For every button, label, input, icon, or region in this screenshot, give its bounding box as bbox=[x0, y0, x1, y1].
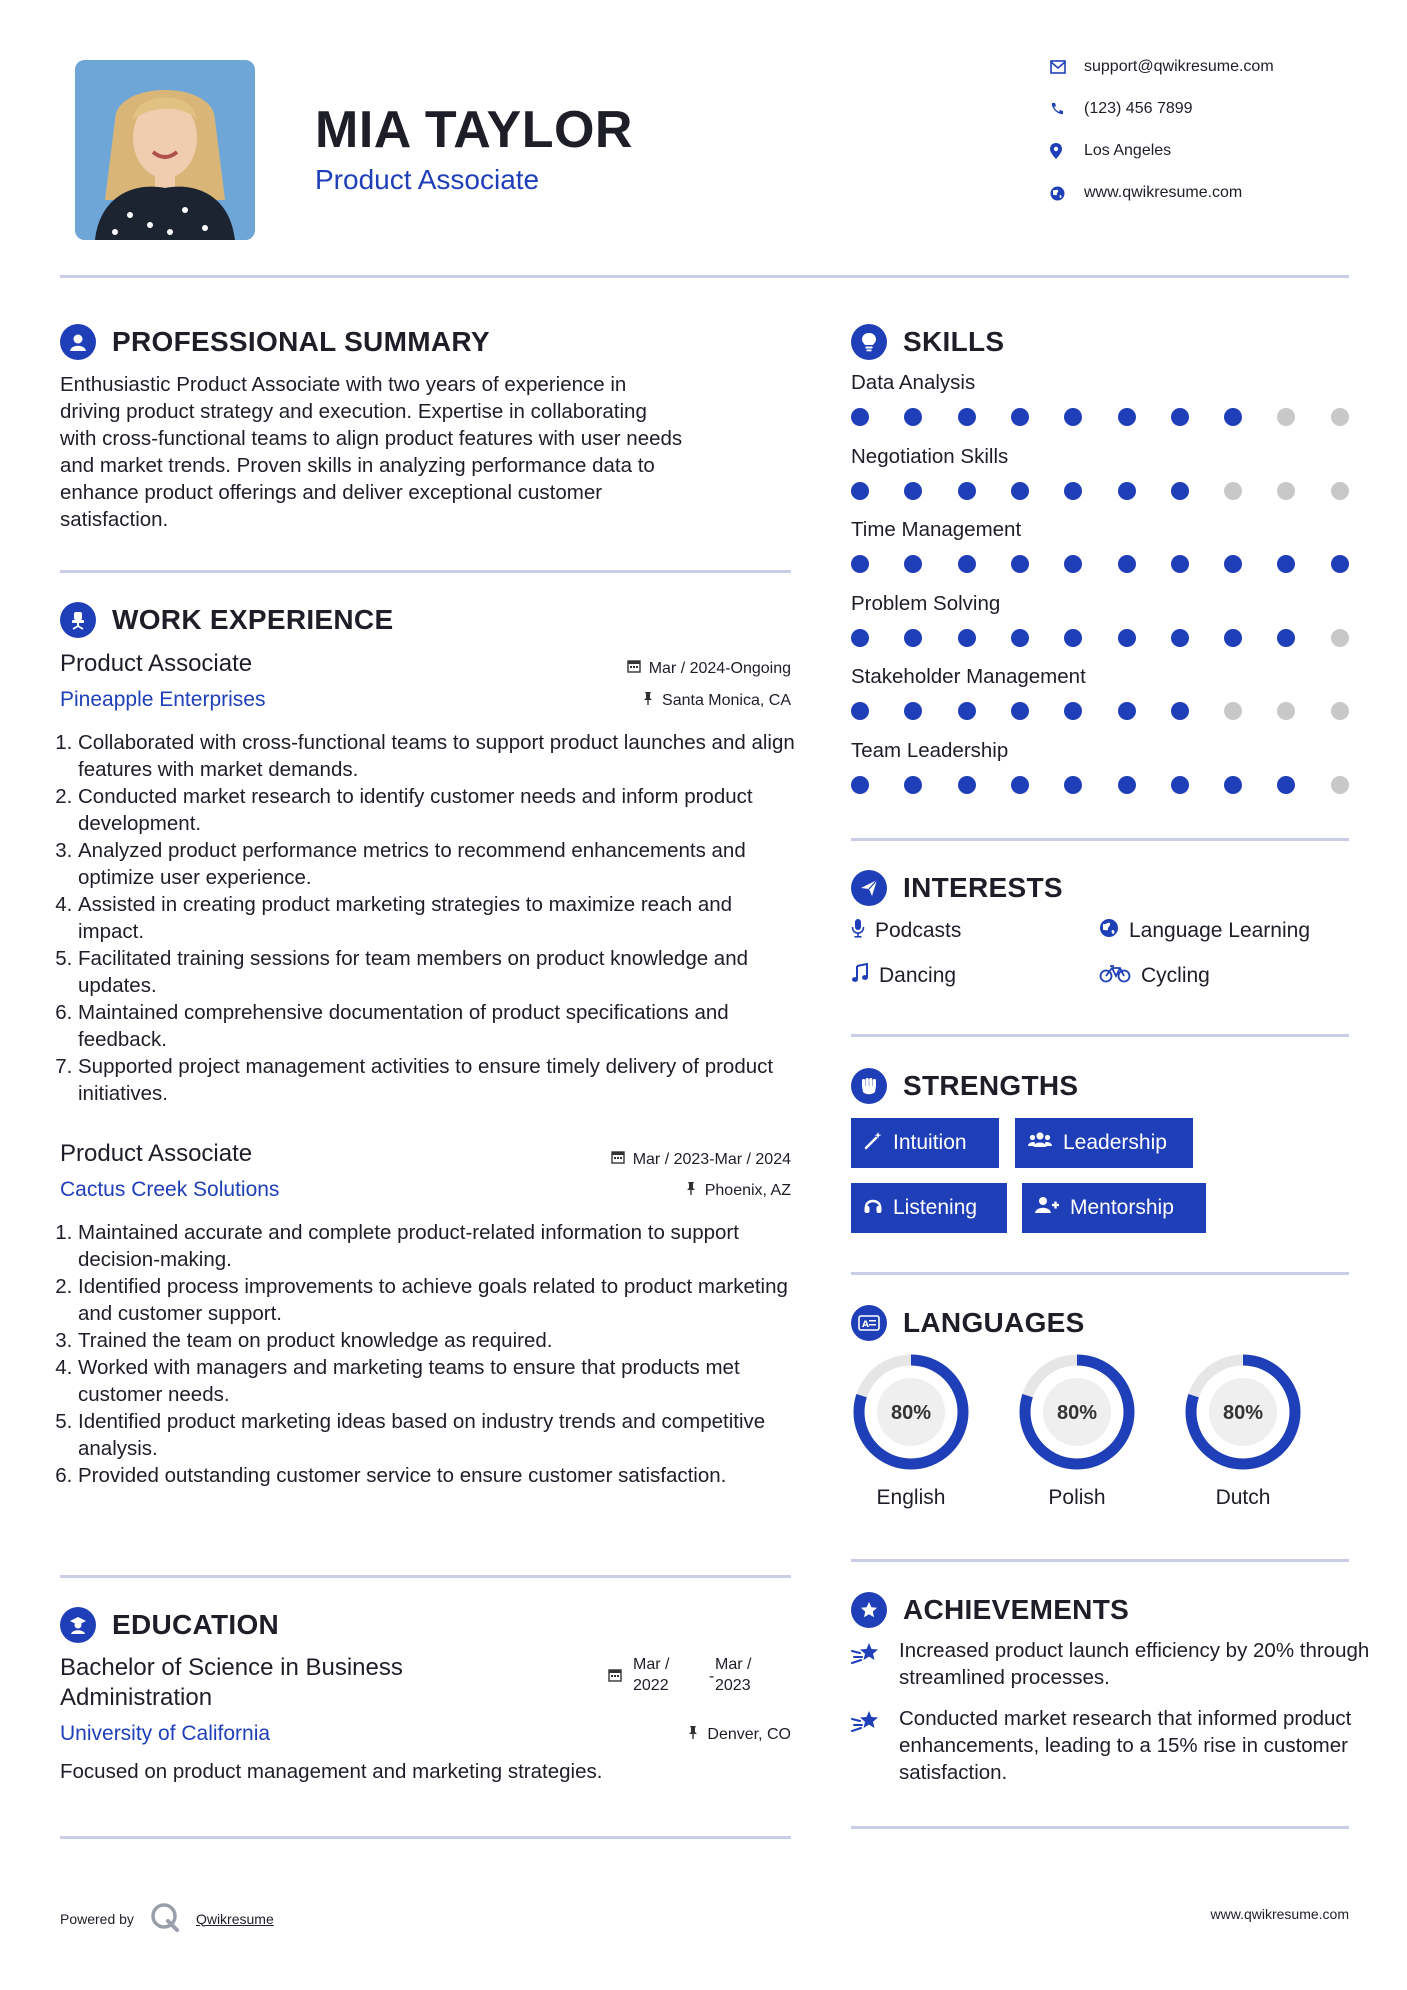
skill-dot-filled bbox=[958, 482, 976, 500]
skill-rating bbox=[851, 702, 1351, 722]
school-name: University of California bbox=[60, 1722, 271, 1745]
strengths-heading bbox=[851, 1068, 1078, 1104]
education-start bbox=[633, 1654, 669, 1696]
duty-item: 2. Identified process improvements to achieve goals related to product marketing and customer support. bbox=[78, 1273, 800, 1327]
skill-rating bbox=[851, 776, 1351, 796]
skill-dot-filled bbox=[904, 776, 922, 794]
skill-dot-filled bbox=[851, 482, 869, 500]
skill-dot-filled bbox=[1118, 702, 1136, 720]
start-year: 2022 bbox=[633, 1677, 669, 1694]
office-chair-icon bbox=[60, 602, 96, 638]
skill-name: Negotiation Skills bbox=[851, 444, 1009, 468]
music-note-icon bbox=[851, 963, 869, 989]
interest-label: Language Learning bbox=[1129, 919, 1311, 942]
skill-dot-empty bbox=[1277, 482, 1295, 500]
skill-dot-filled bbox=[851, 408, 869, 426]
skill-dot-filled bbox=[1171, 482, 1189, 500]
contact-website-text: www.qwikresume.com bbox=[1084, 184, 1243, 201]
shooting-star-icon bbox=[851, 1637, 883, 1691]
gauge-label: 80% bbox=[1056, 1402, 1098, 1424]
skill-dot-filled bbox=[1064, 702, 1082, 720]
duty-item: 5. Identified product marketing ideas based on industry trends and competitive analysis. bbox=[78, 1408, 800, 1462]
duty-item: 2. Conducted market research to identify customer needs and inform product development. bbox=[78, 783, 800, 837]
skill-dot-filled bbox=[958, 629, 976, 647]
skill-dot-filled bbox=[1171, 408, 1189, 426]
skill-name: Team Leadership bbox=[851, 738, 1009, 762]
footer-website[interactable]: www.qwikresume.com bbox=[1210, 1906, 1349, 1922]
skill-dot-filled bbox=[958, 702, 976, 720]
skill-dot-filled bbox=[851, 629, 869, 647]
interest-label: Cycling bbox=[1141, 964, 1210, 987]
job-title: Product Associate bbox=[60, 650, 253, 677]
interests-divider bbox=[851, 1034, 1349, 1037]
interest-label: Dancing bbox=[879, 964, 957, 987]
degree-line: Bachelor of Science in Business bbox=[60, 1654, 403, 1681]
skill-dot-filled bbox=[1011, 408, 1029, 426]
summary-heading bbox=[60, 324, 490, 360]
skill-dot-filled bbox=[851, 702, 869, 720]
skills-divider bbox=[851, 838, 1349, 841]
contact-location-text: Los Angeles bbox=[1084, 142, 1172, 159]
experience-heading bbox=[60, 602, 393, 638]
education-dates bbox=[608, 1656, 798, 1702]
user-plus-icon bbox=[1034, 1195, 1060, 1221]
contact-email[interactable] bbox=[1050, 58, 1274, 76]
skill-dot-filled bbox=[1171, 555, 1189, 573]
interests-title: INTERESTS bbox=[903, 872, 1063, 903]
svg-text:A: A bbox=[862, 1320, 869, 1330]
company-name: Pineapple Enterprises bbox=[60, 688, 266, 711]
skill-dot-filled bbox=[1118, 408, 1136, 426]
brand-link[interactable]: Qwikresume bbox=[195, 1910, 274, 1927]
achievement-item bbox=[851, 1705, 1371, 1786]
degree-title bbox=[60, 1653, 403, 1713]
contact-email-text: support@qwikresume.com bbox=[1084, 58, 1274, 75]
skill-dot-filled bbox=[1064, 555, 1082, 573]
calendar-icon bbox=[611, 1150, 625, 1169]
language-icon bbox=[851, 1305, 887, 1341]
skill-dot-filled bbox=[1331, 555, 1349, 573]
skill-dot-filled bbox=[1171, 776, 1189, 794]
pushpin-icon bbox=[685, 1181, 697, 1200]
duty-item: 4. Assisted in creating product marketing strategies to maximize reach and impact. bbox=[78, 891, 800, 945]
job-title: Product Associate bbox=[60, 1140, 253, 1167]
skills-heading bbox=[851, 324, 1004, 360]
end-month: Mar / bbox=[715, 1656, 752, 1673]
date-dash: - bbox=[709, 1668, 715, 1685]
star-badge-icon bbox=[851, 1592, 887, 1628]
duty-item: 6. Provided outstanding customer service to ensure customer satisfaction. bbox=[78, 1462, 800, 1489]
strengths-divider bbox=[851, 1272, 1349, 1275]
education-title: EDUCATION bbox=[112, 1609, 280, 1640]
summary-line: enhance product offerings and deliver exceptional customer bbox=[60, 481, 603, 504]
strength-label: Mentorship bbox=[1070, 1196, 1174, 1219]
microphone-icon bbox=[851, 918, 865, 944]
skill-dot-filled bbox=[904, 482, 922, 500]
skill-dot-filled bbox=[1011, 776, 1029, 794]
skill-dot-filled bbox=[1064, 482, 1082, 500]
phone-icon bbox=[1050, 102, 1084, 116]
gauge-label: 80% bbox=[890, 1402, 932, 1424]
skill-dot-filled bbox=[1224, 408, 1242, 426]
skill-rating bbox=[851, 482, 1351, 502]
skill-dot-filled bbox=[1011, 555, 1029, 573]
end-year: 2023 bbox=[715, 1677, 751, 1694]
strength-tag bbox=[1022, 1183, 1206, 1233]
skill-rating bbox=[851, 555, 1351, 575]
shooting-star-icon bbox=[851, 1705, 883, 1786]
achievements-title: ACHIEVEMENTS bbox=[903, 1594, 1130, 1625]
skill-dot-filled bbox=[1064, 629, 1082, 647]
skill-dot-filled bbox=[1224, 629, 1242, 647]
contact-phone[interactable] bbox=[1050, 100, 1193, 118]
achievement-item bbox=[851, 1637, 1371, 1691]
skill-dot-filled bbox=[1064, 408, 1082, 426]
company-name: Cactus Creek Solutions bbox=[60, 1178, 280, 1201]
contact-phone-text: (123) 456 7899 bbox=[1084, 100, 1193, 117]
skill-dot-filled bbox=[1277, 629, 1295, 647]
skill-dot-filled bbox=[851, 776, 869, 794]
duty-item: 1. Collaborated with cross-functional teams to support product launches and align features with market demands. bbox=[78, 729, 800, 783]
duty-item: 5. Facilitated training sessions for team members on product knowledge and updates. bbox=[78, 945, 800, 999]
skill-dot-empty bbox=[1277, 408, 1295, 426]
header-divider bbox=[60, 275, 1349, 278]
language-name: Polish bbox=[1048, 1486, 1106, 1509]
skill-dot-empty bbox=[1331, 629, 1349, 647]
skill-dot-filled bbox=[958, 408, 976, 426]
map-pin-icon bbox=[1050, 143, 1084, 159]
candidate-name: MIA TAYLOR bbox=[315, 101, 633, 159]
strength-tag bbox=[851, 1118, 999, 1168]
calendar-icon bbox=[627, 659, 641, 678]
strength-tag bbox=[1015, 1118, 1193, 1168]
globe-icon bbox=[1099, 918, 1119, 944]
graduate-icon bbox=[60, 1607, 96, 1643]
language-gauge bbox=[849, 1350, 973, 1479]
education-end bbox=[715, 1654, 751, 1696]
strengths-title: STRENGTHS bbox=[903, 1070, 1079, 1101]
language-gauge bbox=[1015, 1350, 1139, 1479]
skill-name: Time Management bbox=[851, 518, 1022, 541]
job-location bbox=[685, 1181, 791, 1200]
education-heading bbox=[60, 1607, 279, 1643]
contact-website[interactable] bbox=[1050, 184, 1242, 202]
languages-divider bbox=[851, 1559, 1349, 1562]
language-name: Dutch bbox=[1215, 1486, 1271, 1509]
achievements-heading bbox=[851, 1592, 1129, 1628]
profile-photo bbox=[75, 60, 255, 240]
summary-line: with cross-functional teams to align product features with user needs bbox=[60, 427, 683, 450]
interest-item bbox=[851, 918, 961, 944]
skill-dot-filled bbox=[1277, 555, 1295, 573]
skill-dot-filled bbox=[1277, 776, 1295, 794]
degree-line: Administration bbox=[60, 1684, 213, 1711]
skill-dot-filled bbox=[1224, 555, 1242, 573]
start-month: Mar / bbox=[633, 1656, 670, 1673]
skill-dot-empty bbox=[1277, 702, 1295, 720]
job-dates bbox=[627, 659, 791, 678]
pushpin-icon bbox=[687, 1725, 699, 1744]
lightbulb-icon bbox=[851, 324, 887, 360]
summary-line: satisfaction. bbox=[60, 508, 169, 531]
skill-dot-filled bbox=[1171, 629, 1189, 647]
skill-dot-empty bbox=[1331, 408, 1349, 426]
summary-title: PROFESSIONAL SUMMARY bbox=[112, 326, 490, 357]
skill-dot-filled bbox=[1118, 776, 1136, 794]
skill-dot-filled bbox=[904, 555, 922, 573]
contact-location bbox=[1050, 142, 1171, 160]
summary-divider bbox=[60, 570, 791, 573]
skill-dot-empty bbox=[1331, 702, 1349, 720]
calendar-icon bbox=[608, 1668, 622, 1687]
strength-label: Intuition bbox=[893, 1131, 967, 1154]
skill-dot-filled bbox=[1118, 482, 1136, 500]
powered-by-text: Powered by bbox=[60, 1910, 134, 1927]
skill-dot-filled bbox=[1171, 702, 1189, 720]
skill-dot-filled bbox=[1224, 776, 1242, 794]
skill-dot-filled bbox=[1118, 629, 1136, 647]
summary-text bbox=[60, 371, 820, 533]
candidate-role: Product Associate bbox=[315, 164, 540, 195]
envelope-icon bbox=[1050, 60, 1084, 74]
education-location-text: Denver, CO bbox=[707, 1725, 791, 1743]
achievements-divider bbox=[851, 1826, 1349, 1829]
skill-dot-filled bbox=[904, 702, 922, 720]
skill-dot-filled bbox=[904, 629, 922, 647]
job-dates-text: Mar / 2024-Ongoing bbox=[648, 659, 791, 677]
paper-plane-icon bbox=[851, 870, 887, 906]
duties-list bbox=[60, 729, 800, 1107]
experience-divider bbox=[60, 1575, 791, 1578]
languages-title: LANGUAGES bbox=[903, 1307, 1085, 1338]
headphones-icon bbox=[863, 1195, 883, 1221]
interests-heading bbox=[851, 870, 1063, 906]
bicycle-icon bbox=[1099, 963, 1131, 989]
education-location bbox=[687, 1725, 791, 1744]
interest-item bbox=[851, 963, 956, 989]
interest-item bbox=[1099, 963, 1210, 989]
education-divider bbox=[60, 1836, 791, 1839]
achievement-text: Increased product launch efficiency by 20% through streamlined processes. bbox=[899, 1639, 1370, 1689]
duties-list bbox=[60, 1219, 800, 1489]
skill-dot-filled bbox=[958, 776, 976, 794]
skill-rating bbox=[851, 408, 1351, 428]
strength-label: Leadership bbox=[1063, 1131, 1167, 1154]
job-location bbox=[642, 691, 791, 710]
interest-item bbox=[1099, 918, 1310, 944]
user-icon bbox=[60, 324, 96, 360]
skill-name: Stakeholder Management bbox=[851, 665, 1086, 688]
education-description: Focused on product management and marketing strategies. bbox=[60, 1760, 603, 1783]
magic-wand-icon bbox=[863, 1130, 883, 1156]
skill-dot-filled bbox=[958, 555, 976, 573]
duty-item: 3. Analyzed product performance metrics to recommend enhancements and optimize user experience. bbox=[78, 837, 800, 891]
skill-dot-empty bbox=[1331, 776, 1349, 794]
strength-tag bbox=[851, 1183, 1007, 1233]
skill-name: Data Analysis bbox=[851, 371, 976, 394]
footer-branding bbox=[60, 1900, 274, 1937]
skill-dot-filled bbox=[1011, 702, 1029, 720]
duty-item: 6. Maintained comprehensive documentation of product specifications and feedback. bbox=[78, 999, 800, 1053]
skills-title: SKILLS bbox=[903, 326, 1005, 357]
skill-name: Problem Solving bbox=[851, 591, 1001, 615]
duty-item: 4. Worked with managers and marketing teams to ensure that products met customer needs. bbox=[78, 1354, 800, 1408]
skill-dot-filled bbox=[851, 555, 869, 573]
language-gauge bbox=[1181, 1350, 1305, 1479]
experience-title: WORK EXPERIENCE bbox=[112, 604, 394, 635]
duty-item: 3. Trained the team on product knowledge as required. bbox=[78, 1327, 800, 1354]
skill-dot-empty bbox=[1331, 482, 1349, 500]
job-dates-text: Mar / 2023-Mar / 2024 bbox=[632, 1150, 791, 1168]
pushpin-icon bbox=[642, 691, 654, 710]
language-name: English bbox=[876, 1486, 946, 1509]
skill-dot-filled bbox=[1011, 629, 1029, 647]
summary-line: and market trends. Proven skills in analyzing performance data to bbox=[60, 454, 655, 477]
gauge-label: 80% bbox=[1222, 1402, 1264, 1424]
skill-dot-filled bbox=[1011, 482, 1029, 500]
interest-label: Podcasts bbox=[875, 919, 962, 942]
fist-icon bbox=[851, 1068, 887, 1104]
languages-heading bbox=[851, 1305, 1085, 1341]
job-dates bbox=[611, 1150, 791, 1169]
skill-dot-empty bbox=[1224, 482, 1242, 500]
duty-item: 7. Supported project management activities to ensure timely delivery of product initiatives. bbox=[78, 1053, 800, 1107]
skill-rating bbox=[851, 629, 1351, 649]
duty-item: 1. Maintained accurate and complete product-related information to support decision-making. bbox=[78, 1219, 800, 1273]
users-icon bbox=[1027, 1130, 1053, 1156]
achievement-text: Conducted market research that informed product enhancements, leading to a 15% rise in customer satisfaction. bbox=[899, 1707, 1352, 1784]
job-location-text: Santa Monica, CA bbox=[662, 691, 791, 709]
job-location-text: Phoenix, AZ bbox=[704, 1181, 791, 1199]
qwikresume-logo-icon bbox=[148, 1900, 182, 1937]
skill-dot-filled bbox=[1118, 555, 1136, 573]
skill-dot-empty bbox=[1224, 702, 1242, 720]
summary-line: driving product strategy and execution. Expertise in collaborating bbox=[60, 400, 647, 423]
skill-dot-filled bbox=[1064, 776, 1082, 794]
summary-line: Enthusiastic Product Associate with two years of experience in bbox=[60, 373, 627, 396]
skill-dot-filled bbox=[904, 408, 922, 426]
strength-label: Listening bbox=[893, 1196, 978, 1219]
globe-icon bbox=[1050, 186, 1084, 201]
